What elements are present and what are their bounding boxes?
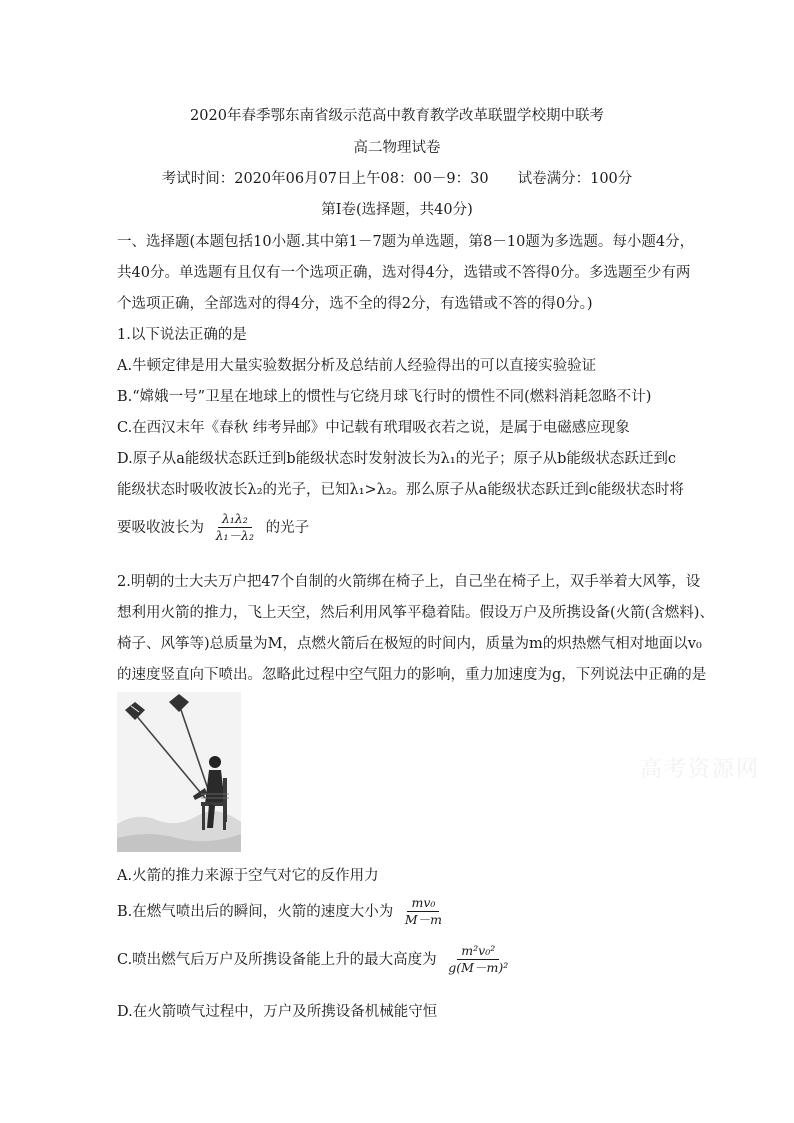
q1-option-d-line-2: 能级状态时吸收波长λ₂的光子，已知λ₁>λ₂。那么原子从a能级状态跃迁到c能级状态时将 <box>117 482 684 498</box>
q2-stem-line-2: 想利用火箭的推力，飞上天空，然后利用风筝平稳着陆。假设万户及所携设备(火箭(含燃料)、 <box>117 605 714 621</box>
q1-option-d-line-3 <box>117 512 309 544</box>
velocity-denominator: M－m <box>404 912 443 928</box>
q2-stem-line-1: 2.明朝的士大夫万户把47个自制的火箭绑在椅子上，自己坐在椅子上，双手举着大风筝，设 <box>117 574 701 590</box>
exam-info: 考试时间：2020年06月07日上午08：00－9：30 试卷满分：100分 <box>161 171 633 187</box>
q1-option-d-prefix: 要吸收波长为 <box>117 519 204 536</box>
q1-option-c: C.在西汉末年《春秋 纬考异邮》中记载有玳瑁吸衣若之说，是属于电磁感应现象 <box>117 420 630 436</box>
velocity-numerator: mv₀ <box>407 896 439 912</box>
height-denominator: g(M－m)² <box>448 960 509 976</box>
wavelength-numerator: λ₁λ₂ <box>218 512 252 528</box>
q2-option-c-prefix: C.喷出燃气后万户及所携设备能上升的最大高度为 <box>117 951 437 968</box>
q1-option-d-line-1: D.原子从a能级状态跃迁到b能级状态时发射波长为λ₁的光子；原子从b能级状态跃迁到c <box>117 451 677 467</box>
wavelength-denominator: λ₁－λ₂ <box>215 528 254 544</box>
wavelength-fraction <box>212 512 258 544</box>
section-instructions-line-1: 一、选择题(本题包括10小题.其中第1－7题为单选题，第8－10题为多选题。每小题4分， <box>117 234 695 250</box>
wanhu-rocket-chair-figure <box>117 692 241 852</box>
q2-option-b <box>117 896 449 928</box>
q2-option-b-prefix: B.在燃气喷出后的瞬间，火箭的速度大小为 <box>117 903 394 920</box>
section-instructions-line-2: 共40分。单选题有且仅有一个选项正确，选对得4分，选错或不答得0分。多选题至少有两 <box>117 265 691 281</box>
q2-stem-line-4: 的速度竖直向下喷出。忽略此过程中空气阻力的影响，重力加速度为g，下列说法中正确的是 <box>117 667 707 683</box>
q1-option-b: B.“嫦娥一号”卫星在地球上的惯性与它绕月球飞行时的惯性不同(燃料消耗忽略不计) <box>117 389 652 405</box>
q2-option-a: A.火箭的推力来源于空气对它的反作用力 <box>117 868 379 884</box>
velocity-fraction <box>401 896 446 928</box>
height-numerator: m²v₀² <box>457 944 499 960</box>
part-heading: 第Ⅰ卷(选择题，共40分) <box>321 202 473 218</box>
q2-stem-line-3: 椅子、风筝等)总质量为M，点燃火箭后在极短的时间内，质量为m的炽热燃气相对地面以v₀ <box>117 636 702 652</box>
wanhu-illustration <box>117 692 241 852</box>
q2-option-c <box>117 944 515 976</box>
watermark-text: 高考资源网 <box>640 757 761 782</box>
height-fraction <box>444 944 512 976</box>
exam-subject: 高二物理试卷 <box>353 140 441 156</box>
exam-title: 2020年春季鄂东南省级示范高中教育教学改革联盟学校期中联考 <box>190 108 604 124</box>
q1-option-d-suffix: 的光子 <box>265 519 310 536</box>
q2-option-d: D.在火箭喷气过程中，万户及所携设备机械能守恒 <box>117 1004 438 1020</box>
q1-option-a: A.牛顿定律是用大量实验数据分析及总结前人经验得出的可以直接实验验证 <box>117 358 597 374</box>
section-instructions-line-3: 个选项正确，全部选对的得4分，选不全的得2分，有选错或不答的得0分。) <box>117 296 593 312</box>
q1-stem: 1.以下说法正确的是 <box>117 327 247 343</box>
